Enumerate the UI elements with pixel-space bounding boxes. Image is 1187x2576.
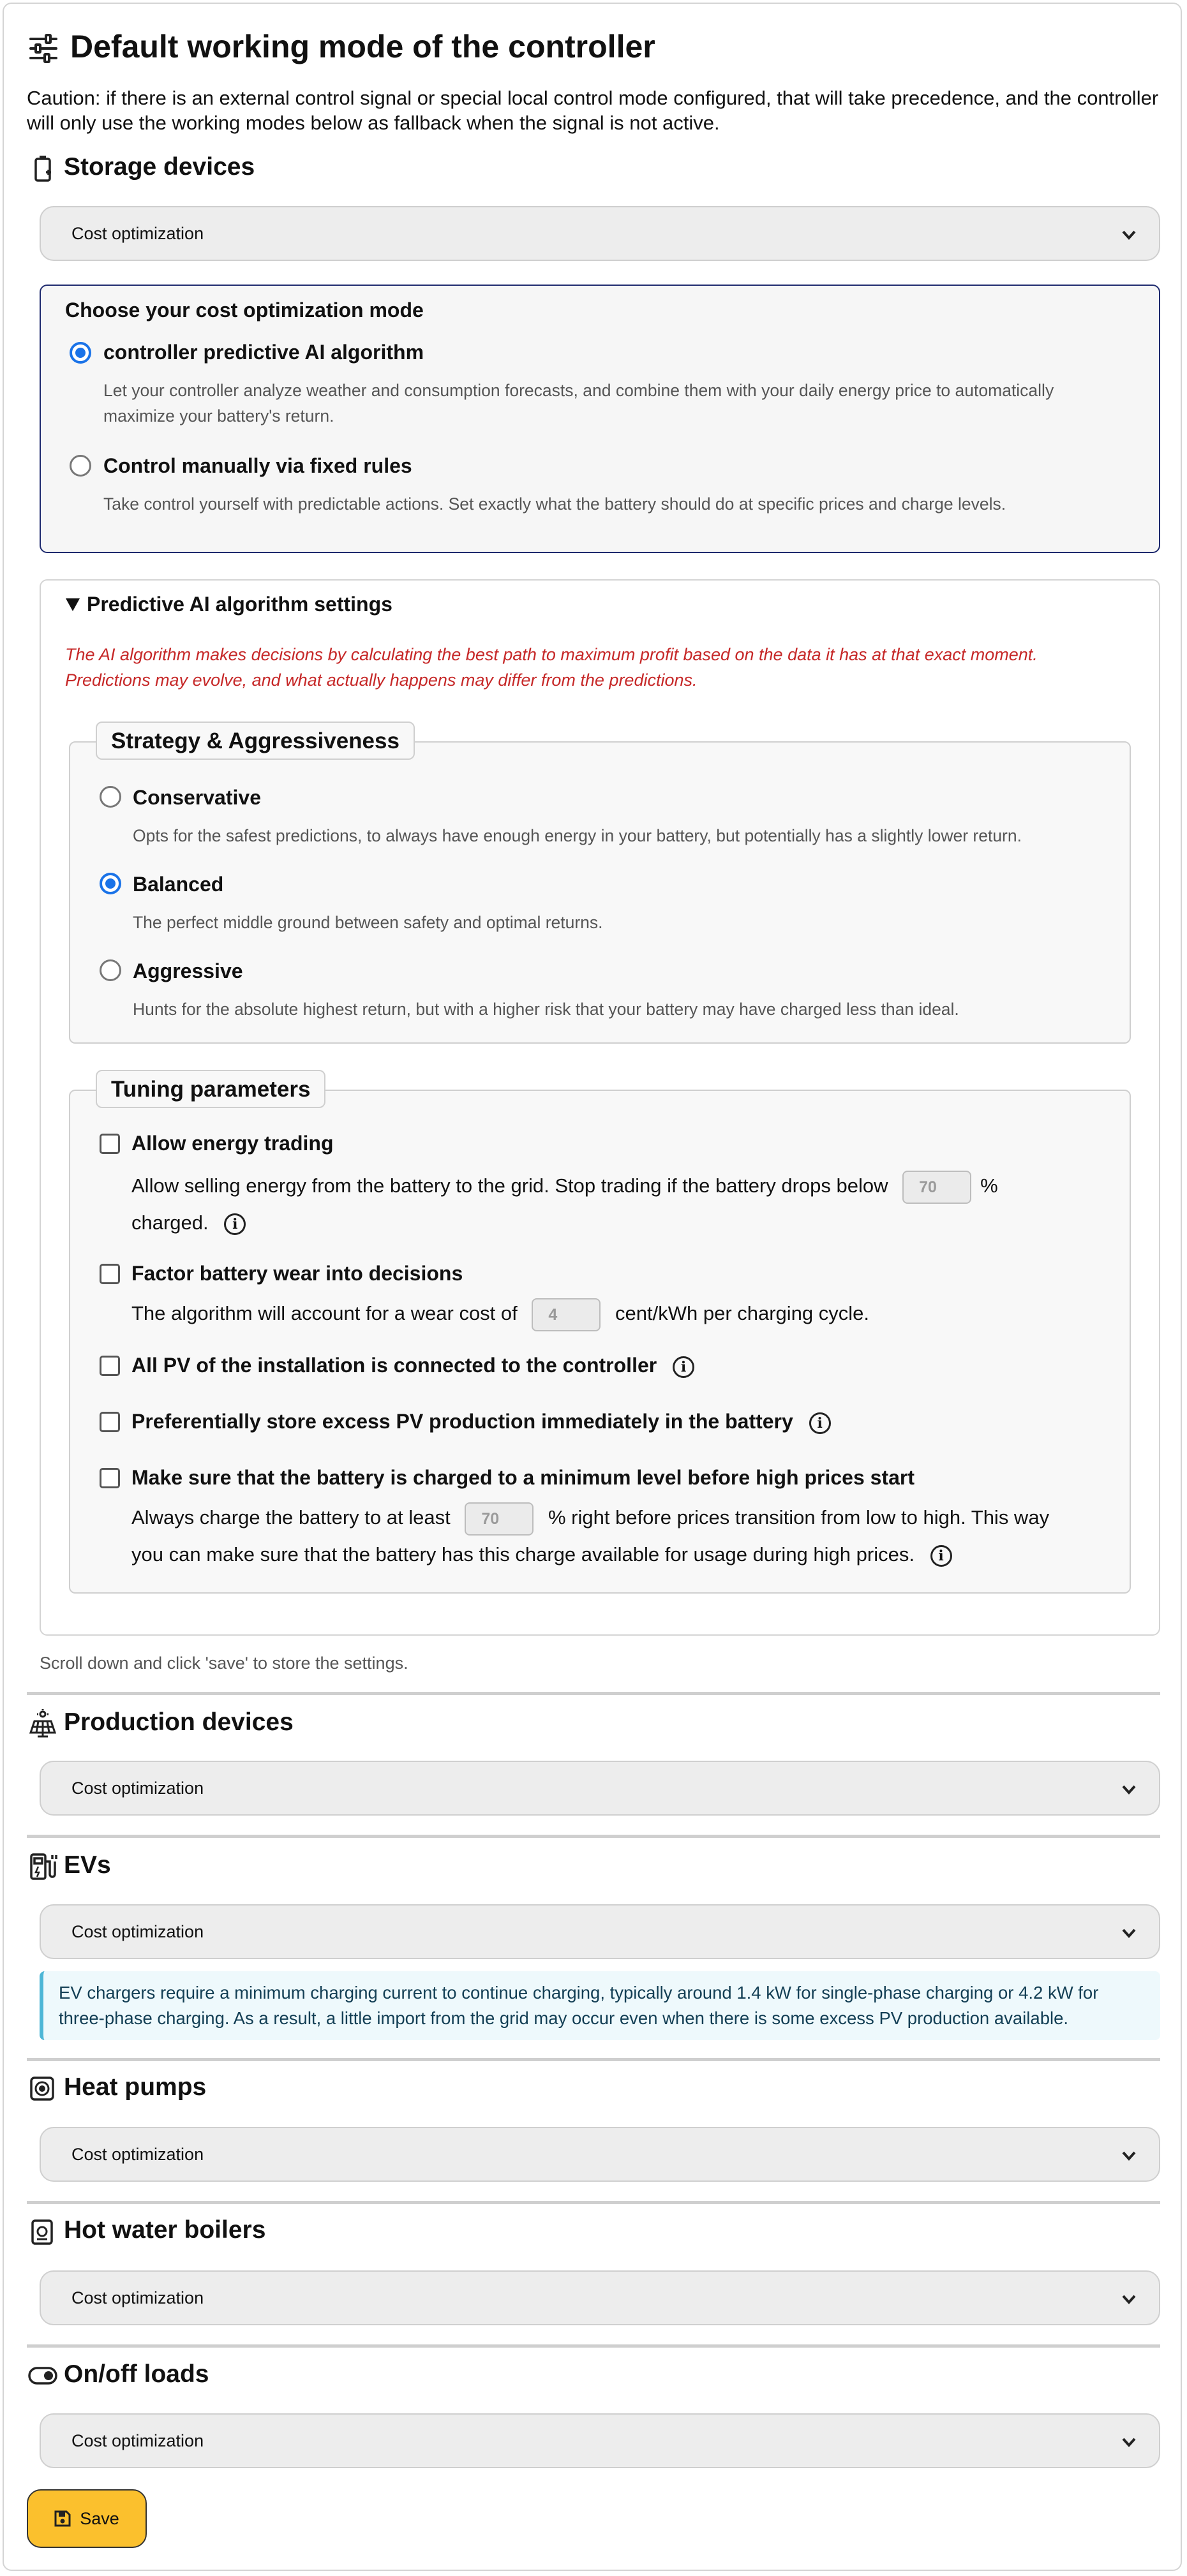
info-icon[interactable]: i <box>224 1213 246 1235</box>
divider <box>27 2058 1160 2061</box>
triangle-down-icon[interactable] <box>66 598 80 611</box>
energy-trading-desc <box>131 1167 1089 1241</box>
divider <box>27 1692 1160 1695</box>
storage-title: Storage devices <box>64 153 255 181</box>
radio-aggressive[interactable] <box>100 959 121 981</box>
evs-select-value: Cost optimization <box>71 1921 204 1941</box>
min-level-text-2: % right before prices transition from low to high. This way <box>548 1506 1050 1529</box>
chevron-down-icon <box>1118 224 1140 246</box>
battery-wear-desc <box>131 1295 1089 1332</box>
cost-mode-heading: Choose your cost optimization mode <box>65 299 424 322</box>
production-title: Production devices <box>64 1708 294 1736</box>
min-level-desc <box>131 1499 1101 1573</box>
sliders-icon <box>28 33 59 64</box>
checkbox-pv-connected[interactable] <box>100 1356 120 1376</box>
ev-notice: EV chargers require a minimum charging current to continue charging, typically around 1.4 kW for single-phase charging or 4.2 kW for three-phase charging. As a result, a little import from the grid may occur even when there is some excess PV production available. <box>40 1971 1160 2040</box>
radio-conservative[interactable] <box>100 786 121 808</box>
aggressive-label: Aggressive <box>133 959 243 982</box>
boiler-icon <box>31 2219 54 2246</box>
radio-balanced[interactable] <box>100 873 121 894</box>
storage-mode-select[interactable] <box>40 206 1160 261</box>
page-title: Default working mode of the controller <box>70 29 655 64</box>
onoff-title: On/off loads <box>64 2360 209 2388</box>
ai-warning: The AI algorithm makes decisions by calculating the best path to maximum profit based on the data it has at that exact moment. Predictions may evolve, and what actually happens may differ from the predictions. <box>65 645 1038 690</box>
solar-panel-icon <box>28 1708 57 1738</box>
trading-unit: % <box>980 1174 998 1197</box>
min-level-label: Make sure that the battery is charged to a minimum level before high prices start <box>131 1466 915 1489</box>
manual-mode-desc: Take control yourself with predictable actions. Set exactly what the battery should do at specific prices and charge levels. <box>103 494 1006 514</box>
info-icon[interactable]: i <box>809 1412 831 1434</box>
heat-pump-icon <box>29 2076 55 2101</box>
balanced-label: Balanced <box>133 873 224 896</box>
onoff-mode-select[interactable] <box>40 2413 1160 2468</box>
floppy-disk-icon <box>54 2510 71 2527</box>
checkbox-energy-trading[interactable] <box>100 1134 120 1154</box>
production-mode-select[interactable] <box>40 1761 1160 1816</box>
ev-charger-icon <box>29 1853 59 1881</box>
pv-store-text: Preferentially store excess PV production immediately in the battery <box>131 1410 793 1433</box>
heat-pumps-title: Heat pumps <box>64 2073 207 2101</box>
storage-select-value: Cost optimization <box>71 223 204 243</box>
divider <box>27 1835 1160 1838</box>
manual-mode-label: Control manually via fixed rules <box>103 454 412 477</box>
ai-mode-desc: Let your controller analyze weather and consumption forecasts, and combine them with your daily energy price to automatically maximize your battery's return. <box>103 381 1054 426</box>
conservative-desc: Opts for the safest predictions, to always have enough energy in your battery, but potentially has a slightly lower return. <box>133 826 1022 845</box>
divider <box>27 2201 1160 2204</box>
min-level-input[interactable]: 70 <box>465 1502 534 1536</box>
balanced-desc: The perfect middle ground between safety and optimal returns. <box>133 913 603 932</box>
checkbox-pv-store[interactable] <box>100 1412 120 1432</box>
heat-pumps-mode-select[interactable] <box>40 2127 1160 2182</box>
checkbox-min-level[interactable] <box>100 1468 120 1488</box>
checkbox-battery-wear[interactable] <box>100 1264 120 1284</box>
onoff-select-value: Cost optimization <box>71 2431 204 2450</box>
chevron-down-icon <box>1118 2288 1140 2310</box>
pv-connected-text: All PV of the installation is connected to the controller <box>131 1354 657 1377</box>
chevron-down-icon <box>1118 1779 1140 1800</box>
min-level-text-3: you can make sure that the battery has this charge available for usage during high prices. <box>131 1543 915 1566</box>
save-button[interactable] <box>27 2489 147 2548</box>
battery-wear-label: Factor battery wear into decisions <box>131 1262 463 1285</box>
conservative-label: Conservative <box>133 786 261 809</box>
energy-trading-text: Allow selling energy from the battery to the grid. Stop trading if the battery drops below <box>131 1174 888 1197</box>
chevron-down-icon <box>1118 1922 1140 1944</box>
save-hint: Scroll down and click 'save' to store the settings. <box>40 1654 408 1673</box>
chevron-down-icon <box>1118 2145 1140 2166</box>
pv-connected-label <box>131 1354 694 1378</box>
wear-cost-input[interactable]: 4 <box>532 1298 601 1331</box>
min-level-text: Always charge the battery to at least <box>131 1506 451 1529</box>
aggressive-desc: Hunts for the absolute highest return, but with a higher risk that your battery may have charged less than ideal. <box>133 1000 959 1019</box>
save-label: Save <box>80 2508 119 2528</box>
production-select-value: Cost optimization <box>71 1778 204 1798</box>
chevron-down-icon <box>1118 2431 1140 2453</box>
toggle-icon <box>28 2367 57 2385</box>
pv-store-label <box>131 1410 831 1434</box>
evs-title: EVs <box>64 1851 111 1879</box>
trading-threshold-input[interactable]: 70 <box>902 1171 971 1204</box>
strategy-legend: Strategy & Aggressiveness <box>96 722 415 760</box>
battery-wear-text-end: cent/kWh per charging cycle. <box>615 1302 870 1324</box>
ai-mode-label: controller predictive AI algorithm <box>103 341 424 364</box>
battery-icon <box>33 154 55 182</box>
energy-trading-label: Allow energy trading <box>131 1132 334 1155</box>
boilers-mode-select[interactable] <box>40 2270 1160 2325</box>
tuning-legend: Tuning parameters <box>96 1070 325 1108</box>
radio-ai-mode[interactable] <box>70 342 91 364</box>
info-icon[interactable]: i <box>673 1356 694 1378</box>
info-icon[interactable]: i <box>930 1545 952 1567</box>
boilers-select-value: Cost optimization <box>71 2288 204 2307</box>
boilers-title: Hot water boilers <box>64 2216 266 2244</box>
caution-text: Caution: if there is an external control signal or special local control mode configured, that will take precedence, and the controller will only use the working modes below as fallback when the signal is not active. <box>27 87 1159 134</box>
ai-settings-summary[interactable]: Predictive AI algorithm settings <box>87 593 392 616</box>
battery-wear-text: The algorithm will account for a wear cost of <box>131 1302 518 1324</box>
evs-mode-select[interactable] <box>40 1904 1160 1959</box>
radio-manual-mode[interactable] <box>70 455 91 477</box>
divider <box>27 2344 1160 2348</box>
energy-trading-text-end: charged. <box>131 1211 209 1234</box>
heat-pumps-select-value: Cost optimization <box>71 2144 204 2164</box>
